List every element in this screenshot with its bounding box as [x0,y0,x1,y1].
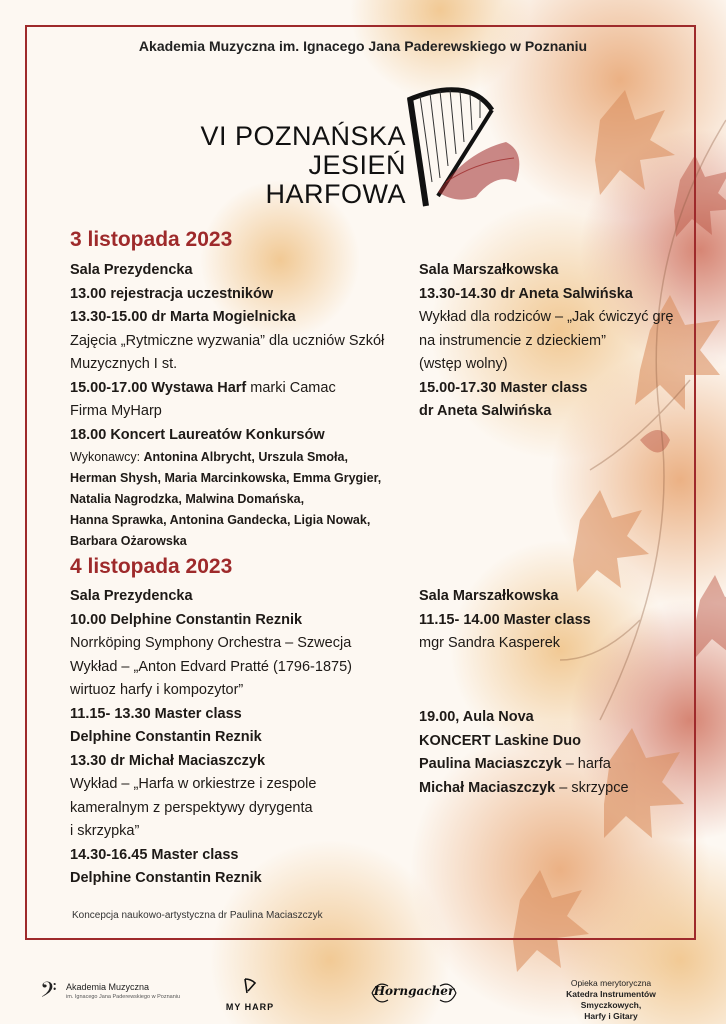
footer-logos [0,960,726,1024]
myharp-logo [222,978,278,1012]
schedule-item: 10.00 Delphine Constantin Reznik [70,611,303,628]
schedule-desc: Wykład – „Anton Edvard Pratté (1796-1875) [70,658,352,675]
clef-icon: 𝄢 [40,978,57,1008]
performers: Herman Shysh, Maria Marcinkowska, Emma Grygier, [70,471,382,485]
performer-name: Michał Maciaszczyk [419,779,556,796]
day2-left-schedule [70,585,352,891]
schedule-item: 15.00-17.00 Wystawa Harf [70,379,247,396]
schedule-item: 11.15- 14.00 Master class [419,611,591,628]
schedule-desc: Wykład – „Harfa w orkiestrze i zespole [70,776,317,792]
schedule-desc: (wstęp wolny) [419,356,508,372]
performers-label: Wykonawcy: [70,450,144,464]
hall-name: Sala Marszałkowska [419,588,559,604]
schedule-desc: wirtuoz harfy i kompozytor” [70,682,244,698]
day1-left-schedule [70,259,384,552]
academy-logo-subtitle: im. Ignacego Jana Paderewskiego w Poznaniu [66,994,181,1000]
sponsor-credit [536,978,686,1022]
sponsor-line: Opieka merytoryczna [570,978,652,988]
schedule-desc: mgr Sandra Kasperek [419,635,561,651]
schedule-desc: Muzycznych I st. [70,356,178,372]
myharp-logo-text: MY HARP [225,1002,275,1012]
festival-line-1: VI POZNAŃSKA [200,121,406,151]
schedule-item: 13.30-14.30 dr Aneta Salwińska [419,285,633,302]
harp-icon [396,82,536,212]
schedule-desc: na instrumencie z dzieckiem” [419,332,606,349]
performer-name: Paulina Maciaszczyk [419,756,562,772]
hall-name: Sala Marszałkowska [419,262,559,278]
schedule-desc: marki Camac [246,379,336,396]
schedule-item: KONCERT Laskine Duo [419,732,581,749]
institution-name: Akademia Muzyczna im. Ignacego Jana Paderewskiego w Poznaniu [138,38,588,54]
sponsor-line: Katedra Instrumentów Smyczkowych, [566,989,656,1010]
performers: Barbara Ożarowska [70,534,187,548]
sponsor-line: Harfy i Gitary [584,1011,638,1021]
schedule-desc: Norrköping Symphony Orchestra – Szwecja [70,635,352,651]
schedule-item: 13.30 dr Michał Maciaszczyk [70,752,266,769]
schedule-item: dr Aneta Salwińska [419,403,552,419]
hall-name: Sala Prezydencka [70,262,193,278]
day2-concert [419,706,629,800]
schedule-desc: kameralnym z perspektywy dyrygenta [70,799,313,816]
festival-line-3: HARFOWA [265,179,406,209]
schedule-desc: Zajęcia „Rytmiczne wyzwania” dla uczniów Szkół [70,332,385,349]
performer-role: – harfa [561,756,611,772]
concept-credit: Koncepcja naukowo-artystyczna dr Paulina Maciaszczyk [72,910,323,921]
performers: Hanna Sprawka, Antonina Gandecka, Ligia Nowak, [70,513,371,527]
schedule-desc: Wykład dla rodziców – „Jak ćwiczyć grę [419,309,674,325]
festival-title [200,122,406,209]
schedule-item: 15.00-17.30 Master class [419,379,588,396]
festival-line-2: JESIEŃ [308,150,406,180]
academy-logo-title: Akademia Muzyczna [66,982,150,992]
performers: Natalia Nagrodzka, Malwina Domańska, [70,492,305,506]
day2-right-schedule [419,585,591,656]
day1-right-schedule [419,259,674,424]
horngacher-logo [368,976,460,1010]
schedule-item: Delphine Constantin Reznik [70,729,262,745]
schedule-item: Delphine Constantin Reznik [70,870,262,886]
schedule-item: 11.15- 13.30 Master class [70,705,242,722]
date-heading-day1: 3 listopada 2023 [70,228,233,251]
performer-role: – skrzypce [555,779,629,796]
schedule-item: 18.00 Koncert Laureatów Konkursów [70,426,325,443]
performers: Antonina Albrycht, Urszula Smoła, [143,450,348,464]
horngacher-logo-text: Horngacher [373,984,455,998]
date-heading-day2: 4 listopada 2023 [70,555,233,578]
schedule-item: 13.30-15.00 dr Marta Mogielnicka [70,309,296,325]
schedule-desc: i skrzypka” [70,823,140,839]
schedule-item: 14.30-16.45 Master class [70,846,239,863]
harp-mark-icon [222,978,278,998]
schedule-item: 19.00, Aula Nova [419,709,534,725]
hall-name: Sala Prezydencka [70,588,193,604]
schedule-desc: Firma MyHarp [70,403,162,419]
schedule-item: 13.00 rejestracja uczestników [70,285,274,302]
